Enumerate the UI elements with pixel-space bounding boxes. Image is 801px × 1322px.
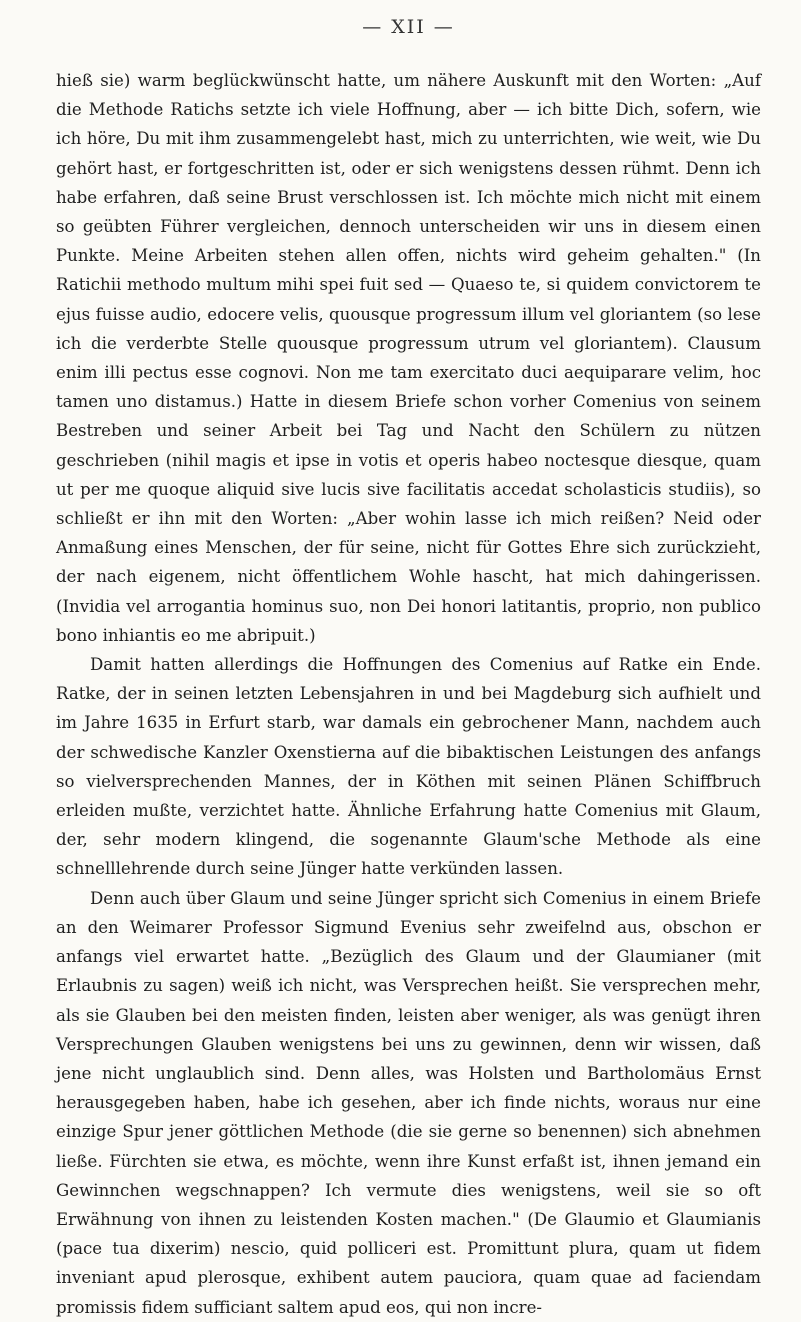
body-text (56, 66, 761, 1322)
paragraph-3: Denn auch über Glaum und seine Jünger spricht sich Comenius in einem Briefe an den Weimarer Professor Sigmund Evenius sehr zweifelnd aus, obschon er anfangs viel erwartet hatte. „Bezüglich des Glaum und der Glaumianer (mit Erlaubnis zu sagen) weiß ich nicht, was Versprechen heißt. Sie versprechen mehr, als sie Glauben bei den meisten finden, leisten aber weniger, als was genügt ihren Versprechungen Glauben wenigstens bei uns zu gewinnen, denn wir wissen, daß jene nicht unglaublich sind. Denn alles, was Holsten und Bartholomäus Ernst herausgegeben haben, habe ich gesehen, aber ich finde nichts, woraus nur eine einzige Spur jener göttlichen Methode (die sie gerne so benennen) sich abnehmen ließe. Fürchten sie etwa, es möchte, wenn ihre Kunst erfaßt ist, ihnen jemand ein Gewinnchen wegschnappen? Ich vermute dies wenigstens, weil sie so oft Erwähnung von ihnen zu leistenden Kosten machen." (De Glaumio et Glaumianis (pace tua dixerim) nescio, quid polliceri est. Promittunt plura, quam ut fidem inveniant apud plerosque, exhibent autem pauciora, quam quae ad faciendam promissis fidem sufficiant saltem apud eos, qui non incre- (56, 888, 761, 1317)
paragraph-1: hieß sie) warm beglückwünscht hatte, um nähere Auskunft mit den Worten: „Auf die Methode Ratichs setzte ich viele Hoffnung, aber — ich bitte Dich, sofern, wie ich höre, Du mit ihm zusammengelebt hast, mich zu unterrichten, wie weit, wie Du gehört hast, er fortgeschritten ist, oder er sich wenigstens dessen rühmt. Denn ich habe erfahren, daß seine Brust verschlossen ist. Ich möchte mich nicht mit einem so geübten Führer vergleichen, dennoch unterscheiden wir uns in diesem einen Punkte. Meine Arbeiten stehen allen offen, nichts wird geheim gehalten." (In Ratichii methodo multum mihi spei fuit sed — Quaeso te, si quidem convictorem te ejus fuisse audio, edocere velis, quousque progressum illum vel gloriantem (so lese ich die verderbte Stelle quousque progressum utrum vel gloriantem). Clausum enim illi pectus esse cognovi. Non me tam exercitato duci aequiparare velim, hoc tamen uno distamus.) Hatte in diesem Briefe schon vorher Comenius von seinem Bestreben und seiner Arbeit bei Tag und Nacht den Schülern zu nützen geschrieben (nihil magis et ipse in votis et operis habeo noctesque diesque, quam ut per me quoque aliquid sive lucis sive facilitatis accedat scholasticis studiis), so schließt er ihn mit den Worten: „Aber wohin lasse ich mich reißen? Neid oder Anmaßung eines Menschen, der für seine, nicht für Gottes Ehre sich zurückzieht, der nach eigenem, nicht öffentlichem Wohle hascht, hat mich dahingerissen. (Invidia vel arrogantia hominus suo, non Dei honori latitantis, proprio, non publico bono inhiantis eo me abripuit.) (56, 71, 761, 645)
page-number-header: — XII — (362, 16, 455, 38)
paragraph-2: Damit hatten allerdings die Hoffnungen des Comenius auf Ratke ein Ende. Ratke, der in seinen letzten Lebensjahren in und bei Magdeburg sich aufhielt und im Jahre 1635 in Erfurt starb, war damals ein gebrochener Mann, nachdem auch der schwedische Kanzler Oxenstierna auf die bibaktischen Leistungen des anfangs so vielversprechenden Mannes, der in Köthen mit seinen Plänen Schiffbruch erleiden mußte, verzichtet hatte. Ähnliche Erfahrung hatte Comenius mit Glaum, der, sehr modern klingend, die sogenannte Glaum'sche Methode als eine schnelllehrende durch seine Jünger hatte verkünden lassen. (56, 655, 761, 879)
